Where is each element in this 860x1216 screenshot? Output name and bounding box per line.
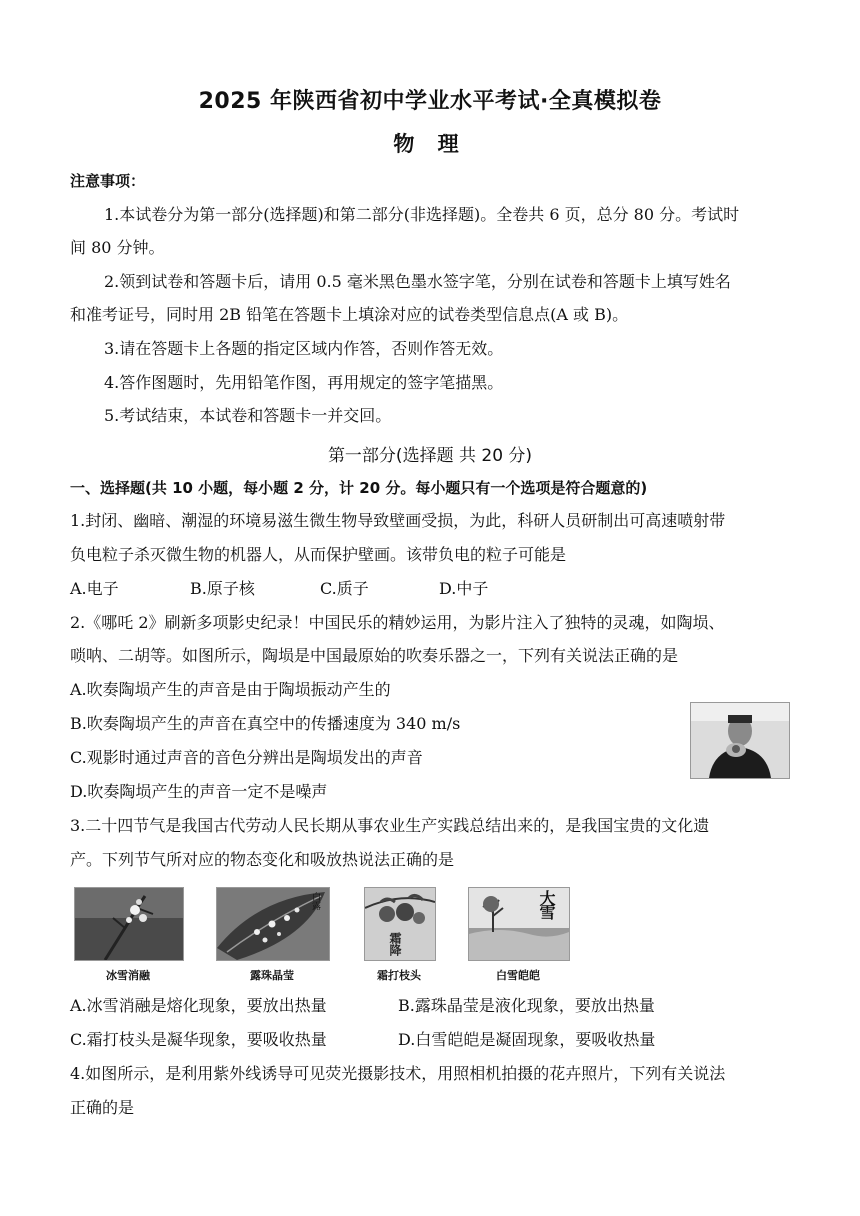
q1-option-d: D.中子 <box>439 579 489 598</box>
q3-option-c: C.霜打枝头是凝华现象，要吸收热量 <box>70 1030 327 1049</box>
q3-option-a: A.冰雪消融是熔化现象，要放出热量 <box>70 996 327 1015</box>
note-line: 2.领到试卷和答题卡后，请用 0.5 毫米黑色墨水签字笔，分别在试卷和答题卡上填写姓名 <box>104 272 731 291</box>
ice-melting-image <box>75 888 183 960</box>
q2-option-a: A.吹奏陶埙产生的声音是由于陶埙振动产生的 <box>70 680 391 699</box>
note-line: 间 80 分钟。 <box>70 238 165 257</box>
q1-option-a: A.电子 <box>70 579 119 598</box>
question-1-line: 1.封闭、幽暗、潮湿的环境易滋生微生物导致壁画受损，为此，科研人员研制出可高速喷射带 <box>70 511 726 530</box>
ice-melting-photo <box>74 887 184 961</box>
q3-option-d: D.白雪皑皑是凝固现象，要吸收热量 <box>398 1030 656 1049</box>
note-line: 1.本试卷分为第一部分(选择题)和第二部分(非选择题)。全卷共 6 页，总分 80 分。考试时 <box>104 205 740 224</box>
xun-player-image <box>691 703 789 778</box>
question-2-line: 2.《哪吒 2》刷新多项影史纪录！中国民乐的精妙运用，为影片注入了独特的灵魂，如陶埙、 <box>70 613 725 632</box>
section-title: 一、选择题(共 10 小题，每小题 2 分，计 20 分。每小题只有一个选项是符合题意的) <box>70 479 648 497</box>
dew-photo <box>216 887 330 961</box>
notes-heading: 注意事项： <box>70 172 146 190</box>
question-4-line: 正确的是 <box>70 1098 135 1117</box>
xun-player-photo <box>690 702 790 779</box>
q2-option-c: C.观影时通过声音的音色分辨出是陶埙发出的声音 <box>70 748 423 767</box>
q1-option-b: B.原子核 <box>190 579 255 598</box>
photo-overlay-text: 霜降 <box>388 932 402 956</box>
caption-frost: 霜打枝头 <box>377 969 421 982</box>
note-line: 5.考试结束，本试卷和答题卡一并交回。 <box>104 406 392 425</box>
note-line: 3.请在答题卡上各题的指定区域内作答，否则作答无效。 <box>104 339 504 358</box>
frost-photo <box>364 887 436 961</box>
caption-snow: 白雪皑皑 <box>496 969 540 982</box>
exam-title: 2025 年陕西省初中学业水平考试·全真模拟卷 <box>198 89 662 114</box>
caption-dew: 露珠晶莹 <box>250 969 294 982</box>
q2-option-b: B.吹奏陶埙产生的声音在真空中的传播速度为 340 m/s <box>70 714 461 733</box>
part1-heading: 第一部分(选择题 共 20 分) <box>327 446 533 466</box>
note-line: 4.答作图题时，先用铅笔作图，再用规定的签字笔描黑。 <box>104 373 504 392</box>
subject-title: 物 理 <box>393 132 467 156</box>
q3-option-b: B.露珠晶莹是液化现象，要放出热量 <box>398 996 655 1015</box>
caption-ice-melting: 冰雪消融 <box>106 969 150 982</box>
question-2-line: 唢呐、二胡等。如图所示，陶埙是中国最原始的吹奏乐器之一，下列有关说法正确的是 <box>70 646 679 665</box>
question-3-line: 产。下列节气所对应的物态变化和吸放热说法正确的是 <box>70 850 455 869</box>
photo-overlay-text: 白露 <box>310 892 320 910</box>
question-3-line: 3.二十四节气是我国古代劳动人民长期从事农业生产实践总结出来的，是我国宝贵的文化遗 <box>70 816 710 835</box>
q2-option-d: D.吹奏陶埙产生的声音一定不是噪声 <box>70 782 328 801</box>
photo-overlay-text: 大雪 <box>537 890 556 918</box>
snow-photo <box>468 887 570 961</box>
note-line: 和准考证号，同时用 2B 铅笔在答题卡上填涂对应的试卷类型信息点(A 或 B)。 <box>70 305 629 324</box>
question-1-line: 负电粒子杀灭微生物的机器人，从而保护壁画。该带负电的粒子可能是 <box>70 545 567 564</box>
q1-option-c: C.质子 <box>320 579 369 598</box>
question-4-line: 4.如图所示，是利用紫外线诱导可见荧光摄影技术，用照相机拍摄的花卉照片，下列有关说法 <box>70 1064 726 1083</box>
